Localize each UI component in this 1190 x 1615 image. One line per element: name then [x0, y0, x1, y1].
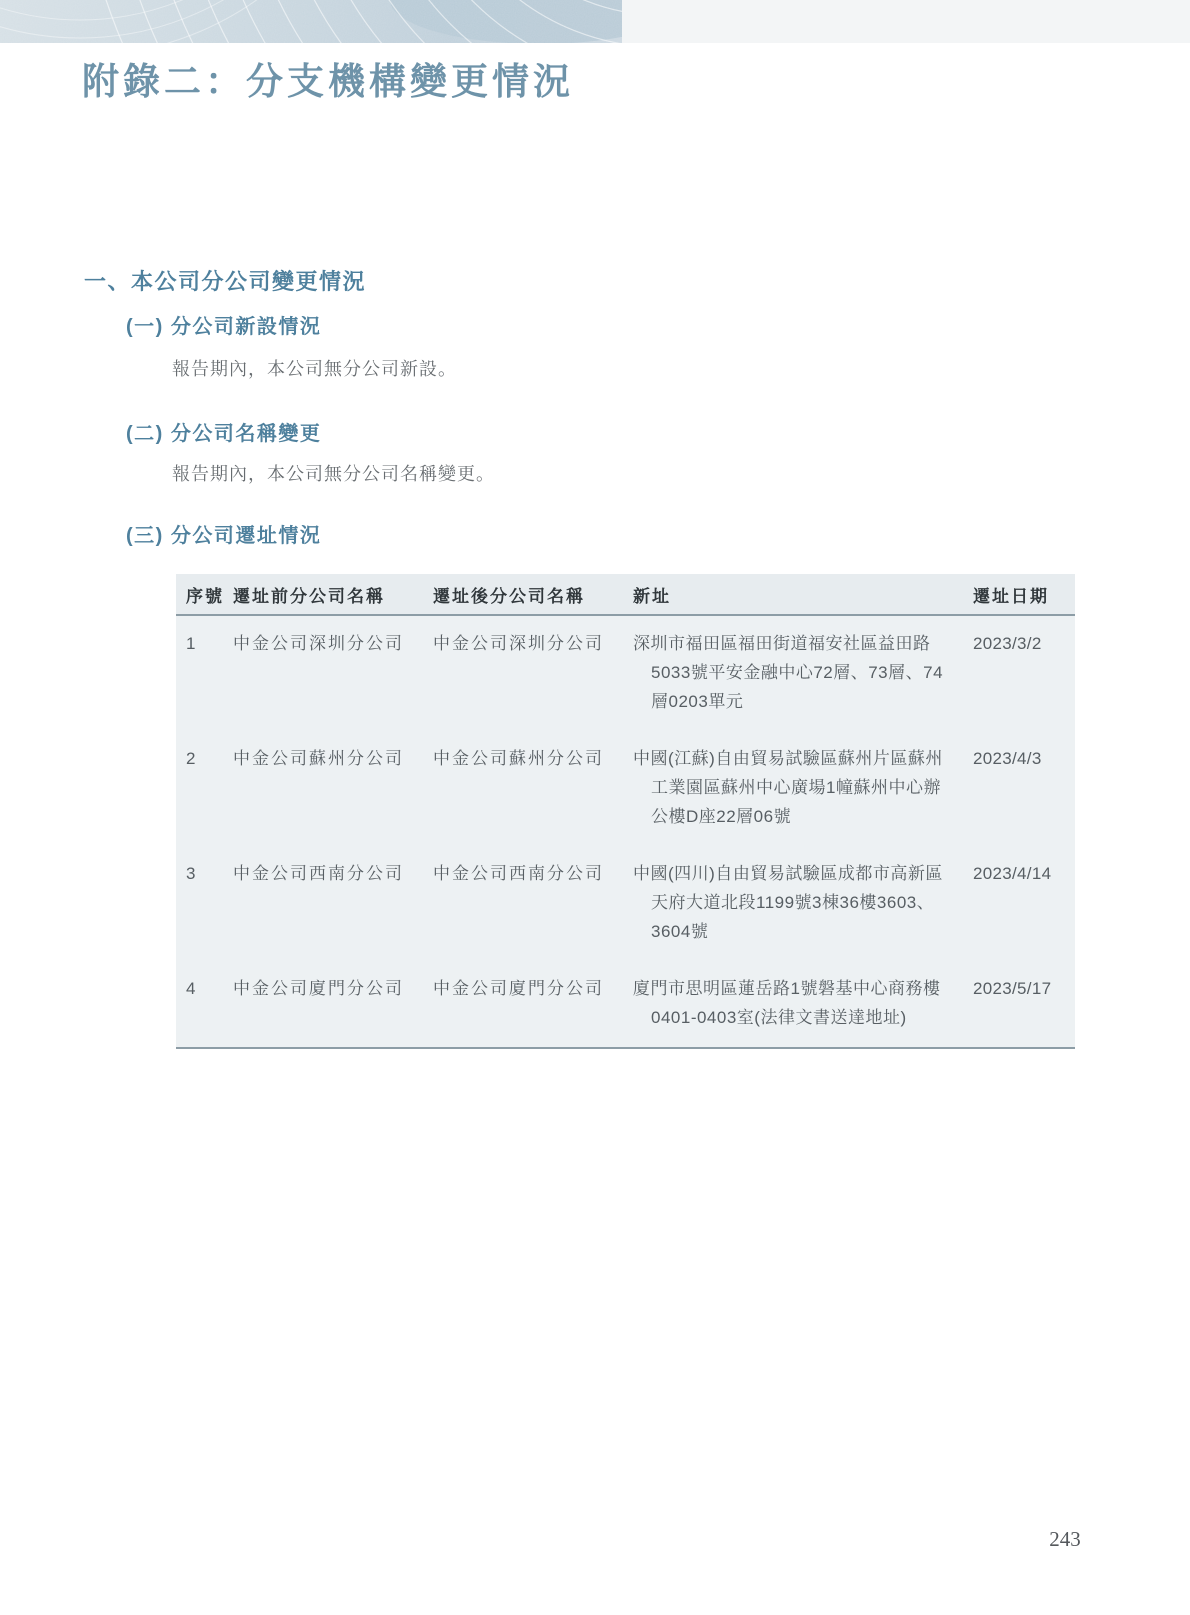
address-line: 層0203單元: [651, 692, 744, 711]
address-line: 工業園區蘇州中心廣場1幢蘇州中心辦: [651, 778, 941, 797]
subsection-heading-new-branches: (一) 分公司新設情況: [126, 316, 322, 338]
address-line: 深圳市福田區福田街道福安社區益田路: [633, 634, 931, 653]
cell-new-address: [633, 974, 973, 1032]
cell-name-after: 中金公司西南分公司: [433, 864, 604, 883]
table-row: [176, 961, 1075, 1047]
column-header-3: 新址: [633, 586, 671, 606]
address-line: 天府大道北段1199號3棟36樓3603、: [651, 893, 935, 912]
address-line: 3604號: [651, 922, 709, 941]
cell-name-before: 中金公司西南分公司: [233, 864, 404, 883]
address-line: 廈門市思明區蓮岳路1號磐基中心商務樓: [633, 979, 941, 998]
page-number: 243: [1049, 1527, 1081, 1551]
subsection-body-new-branches: 報告期內，本公司無分公司新設。: [172, 359, 457, 379]
table-row: [176, 616, 1075, 731]
cell-new-address: [633, 744, 973, 831]
cell-name-before: 中金公司蘇州分公司: [233, 749, 404, 768]
cell-new-address: [633, 859, 973, 946]
cell-name-before: 中金公司深圳分公司: [233, 634, 404, 653]
cell-row-number: 4: [186, 979, 196, 998]
column-header-0: 序號: [186, 586, 224, 606]
column-header-4: 遷址日期: [973, 586, 1049, 606]
table-header-row: [176, 574, 1075, 616]
table-body: [176, 616, 1075, 1049]
branch-relocation-table: [176, 574, 1075, 1049]
cell-row-number: 3: [186, 864, 196, 883]
address-line: 中國(四川)自由貿易試驗區成都市高新區: [633, 864, 943, 883]
cell-relocation-date: 2023/5/17: [973, 979, 1052, 998]
address-line: 0401-0403室(法律文書送達地址): [651, 1008, 907, 1027]
cell-row-number: 2: [186, 749, 196, 768]
table-row: [176, 731, 1075, 846]
address-line: 中國(江蘇)自由貿易試驗區蘇州片區蘇州: [633, 749, 943, 768]
address-line: 5033號平安金融中心72層、73層、74: [651, 663, 944, 682]
column-header-2: 遷址後分公司名稱: [433, 586, 585, 606]
cell-relocation-date: 2023/3/2: [973, 634, 1042, 653]
band-pattern-graphic: [0, 0, 622, 43]
table-row: [176, 846, 1075, 961]
cell-new-address: [633, 629, 973, 716]
page-title: 附錄二：分支機構變更情況: [82, 62, 574, 103]
header-decoration-band: [0, 0, 1190, 43]
subsection-body-name-changes: 報告期內，本公司無分公司名稱變更。: [172, 464, 495, 484]
column-header-1: 遷址前分公司名稱: [233, 586, 385, 606]
cell-row-number: 1: [186, 634, 196, 653]
cell-name-after: 中金公司深圳分公司: [433, 634, 604, 653]
subsection-heading-name-changes: (二) 分公司名稱變更: [126, 423, 322, 445]
subsection-heading-relocations: (三) 分公司遷址情況: [126, 525, 322, 547]
cell-relocation-date: 2023/4/3: [973, 749, 1042, 768]
cell-name-after: 中金公司蘇州分公司: [433, 749, 604, 768]
cell-name-before: 中金公司廈門分公司: [233, 979, 404, 998]
section-heading-branch-changes: 一、本公司分公司變更情況: [84, 269, 367, 294]
address-line: 公樓D座22層06號: [651, 807, 792, 826]
cell-relocation-date: 2023/4/14: [973, 864, 1052, 883]
cell-name-after: 中金公司廈門分公司: [433, 979, 604, 998]
